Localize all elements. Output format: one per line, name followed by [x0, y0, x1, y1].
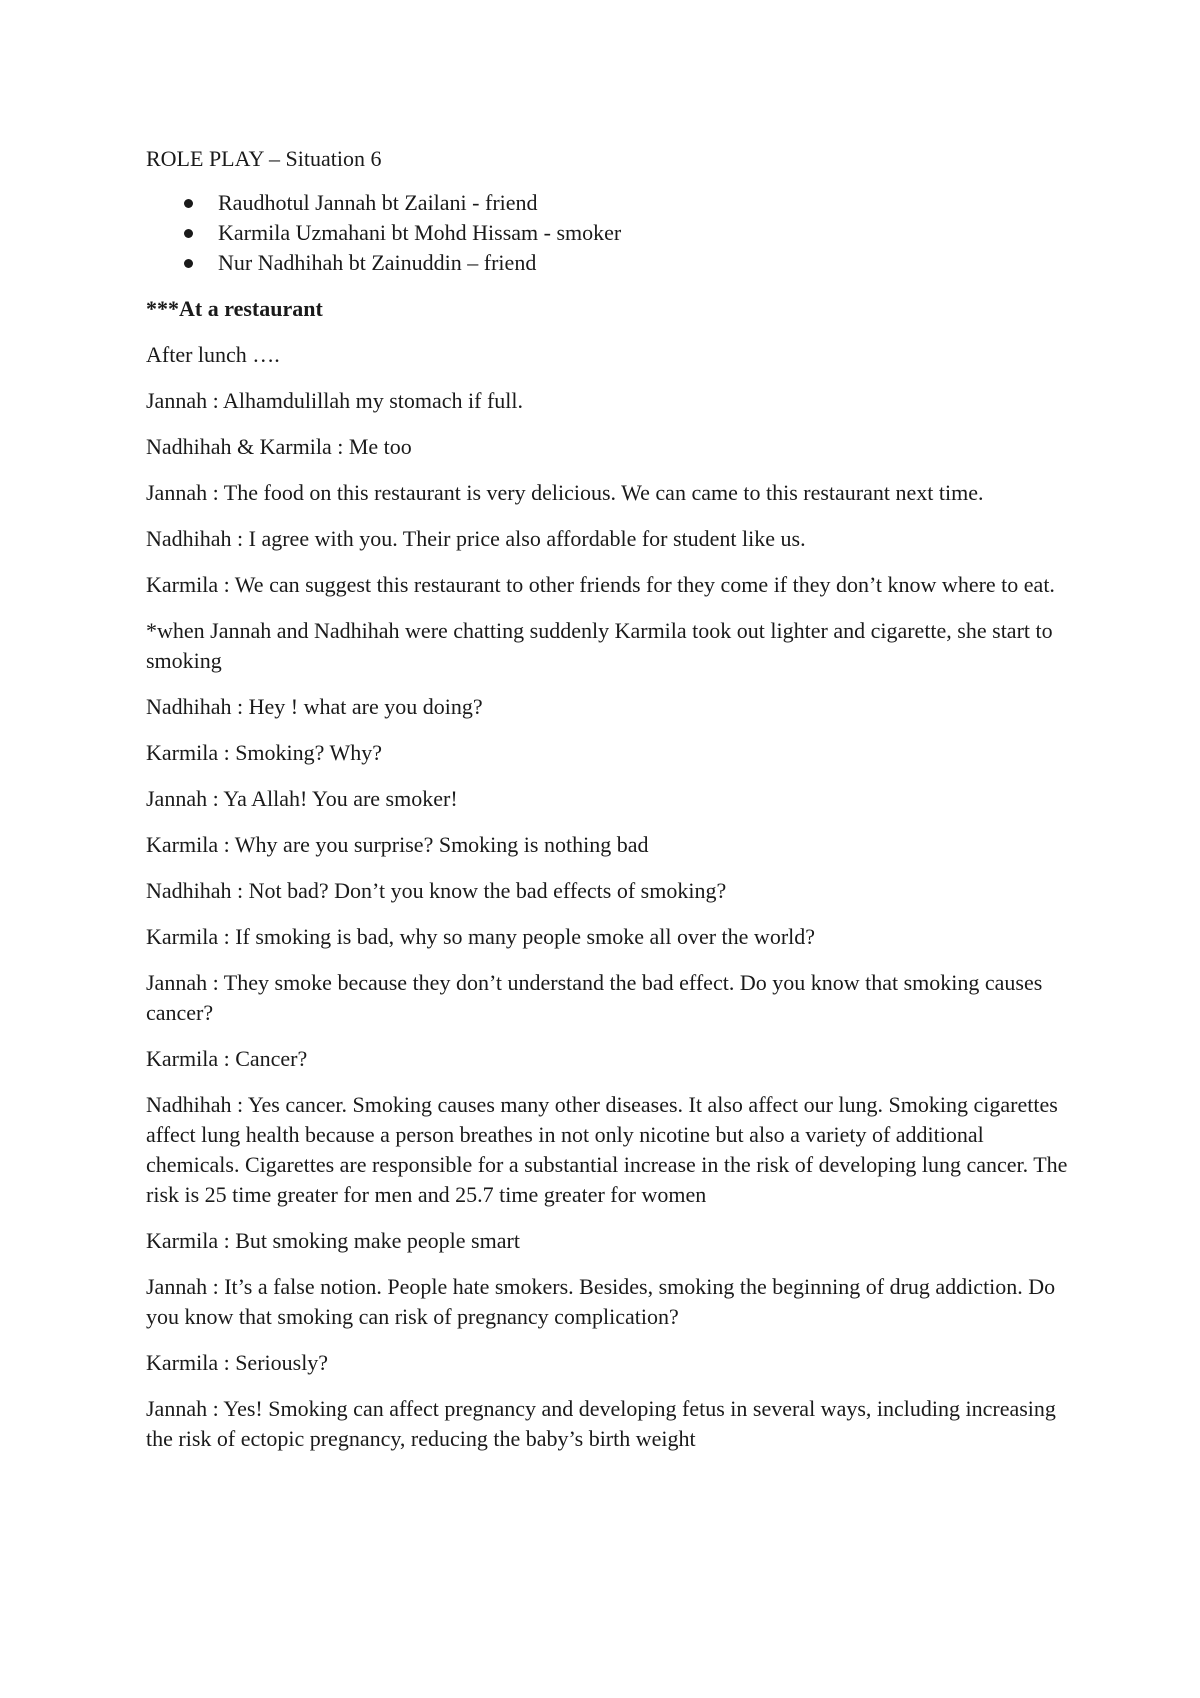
dialogue-paragraph: Jannah : Yes! Smoking can affect pregnancy and developing fetus in several ways, including increasing the risk of ectopic pregnancy, reducing the baby’s birth weight [146, 1396, 1056, 1451]
cast-item [146, 248, 1076, 278]
dialogue-paragraph: Nadhihah : I agree with you. Their price also affordable for student like us. [146, 526, 806, 551]
dialogue-paragraph: Karmila : Cancer? [146, 1046, 308, 1071]
cast-item-text: Raudhotul Jannah bt Zailani - friend [218, 190, 538, 215]
dialogue-paragraph: Karmila : If smoking is bad, why so many people smoke all over the world? [146, 924, 816, 949]
cast-item [146, 188, 1076, 218]
bullet-icon [184, 259, 193, 268]
dialogue-paragraph: Jannah : Alhamdulillah my stomach if full. [146, 388, 523, 413]
dialogue-paragraph: Nadhihah : Yes cancer. Smoking causes many other diseases. It also affect our lung. Smoking cigarettes affect lung health because a person breathes in not only nicotine but also a variety of additional chemicals. Cigarettes are responsible for a substantial increase in the risk of developing lung cancer. The risk is 25 time greater for men and 25.7 time greater for women [146, 1092, 1068, 1207]
cast-item [146, 218, 1076, 248]
dialogue-paragraph: Jannah : Ya Allah! You are smoker! [146, 786, 458, 811]
bullet-icon [184, 199, 193, 208]
dialogue-paragraph: After lunch …. [146, 342, 280, 367]
dialogue-paragraph: Jannah : It’s a false notion. People hate smokers. Besides, smoking the beginning of drug addiction. Do you know that smoking can risk of pregnancy complication? [146, 1274, 1056, 1329]
cast-item-text: Karmila Uzmahani bt Mohd Hissam - smoker [218, 220, 622, 245]
dialogue-paragraph: Nadhihah : Hey ! what are you doing? [146, 694, 483, 719]
dialogue-paragraph: Karmila : Seriously? [146, 1350, 329, 1375]
dialogue-paragraph: Nadhihah & Karmila : Me too [146, 434, 412, 459]
cast-item-text: Nur Nadhihah bt Zainuddin – friend [218, 250, 537, 275]
dialogue-paragraph: Karmila : Smoking? Why? [146, 740, 383, 765]
dialogue-paragraph: Jannah : They smoke because they don’t understand the bad effect. Do you know that smoking causes cancer? [146, 970, 1043, 1025]
dialogue-paragraph: Karmila : We can suggest this restaurant to other friends for they come if they don’t know where to eat. [146, 572, 1055, 597]
setting-heading: ***At a restaurant [146, 296, 323, 321]
cast-list [146, 188, 1076, 278]
document-page [146, 144, 1076, 1470]
dialogue-paragraph: Nadhihah : Not bad? Don’t you know the bad effects of smoking? [146, 878, 727, 903]
dialogue-paragraph: Jannah : The food on this restaurant is very delicious. We can came to this restaurant next time. [146, 480, 984, 505]
dialogue-paragraph: Karmila : Why are you surprise? Smoking is nothing bad [146, 832, 649, 857]
document-title: ROLE PLAY – Situation 6 [146, 146, 382, 171]
stage-direction: *when Jannah and Nadhihah were chatting suddenly Karmila took out lighter and cigarette, she start to smoking [146, 618, 1053, 673]
dialogue-paragraph: Karmila : But smoking make people smart [146, 1228, 520, 1253]
bullet-icon [184, 229, 193, 238]
